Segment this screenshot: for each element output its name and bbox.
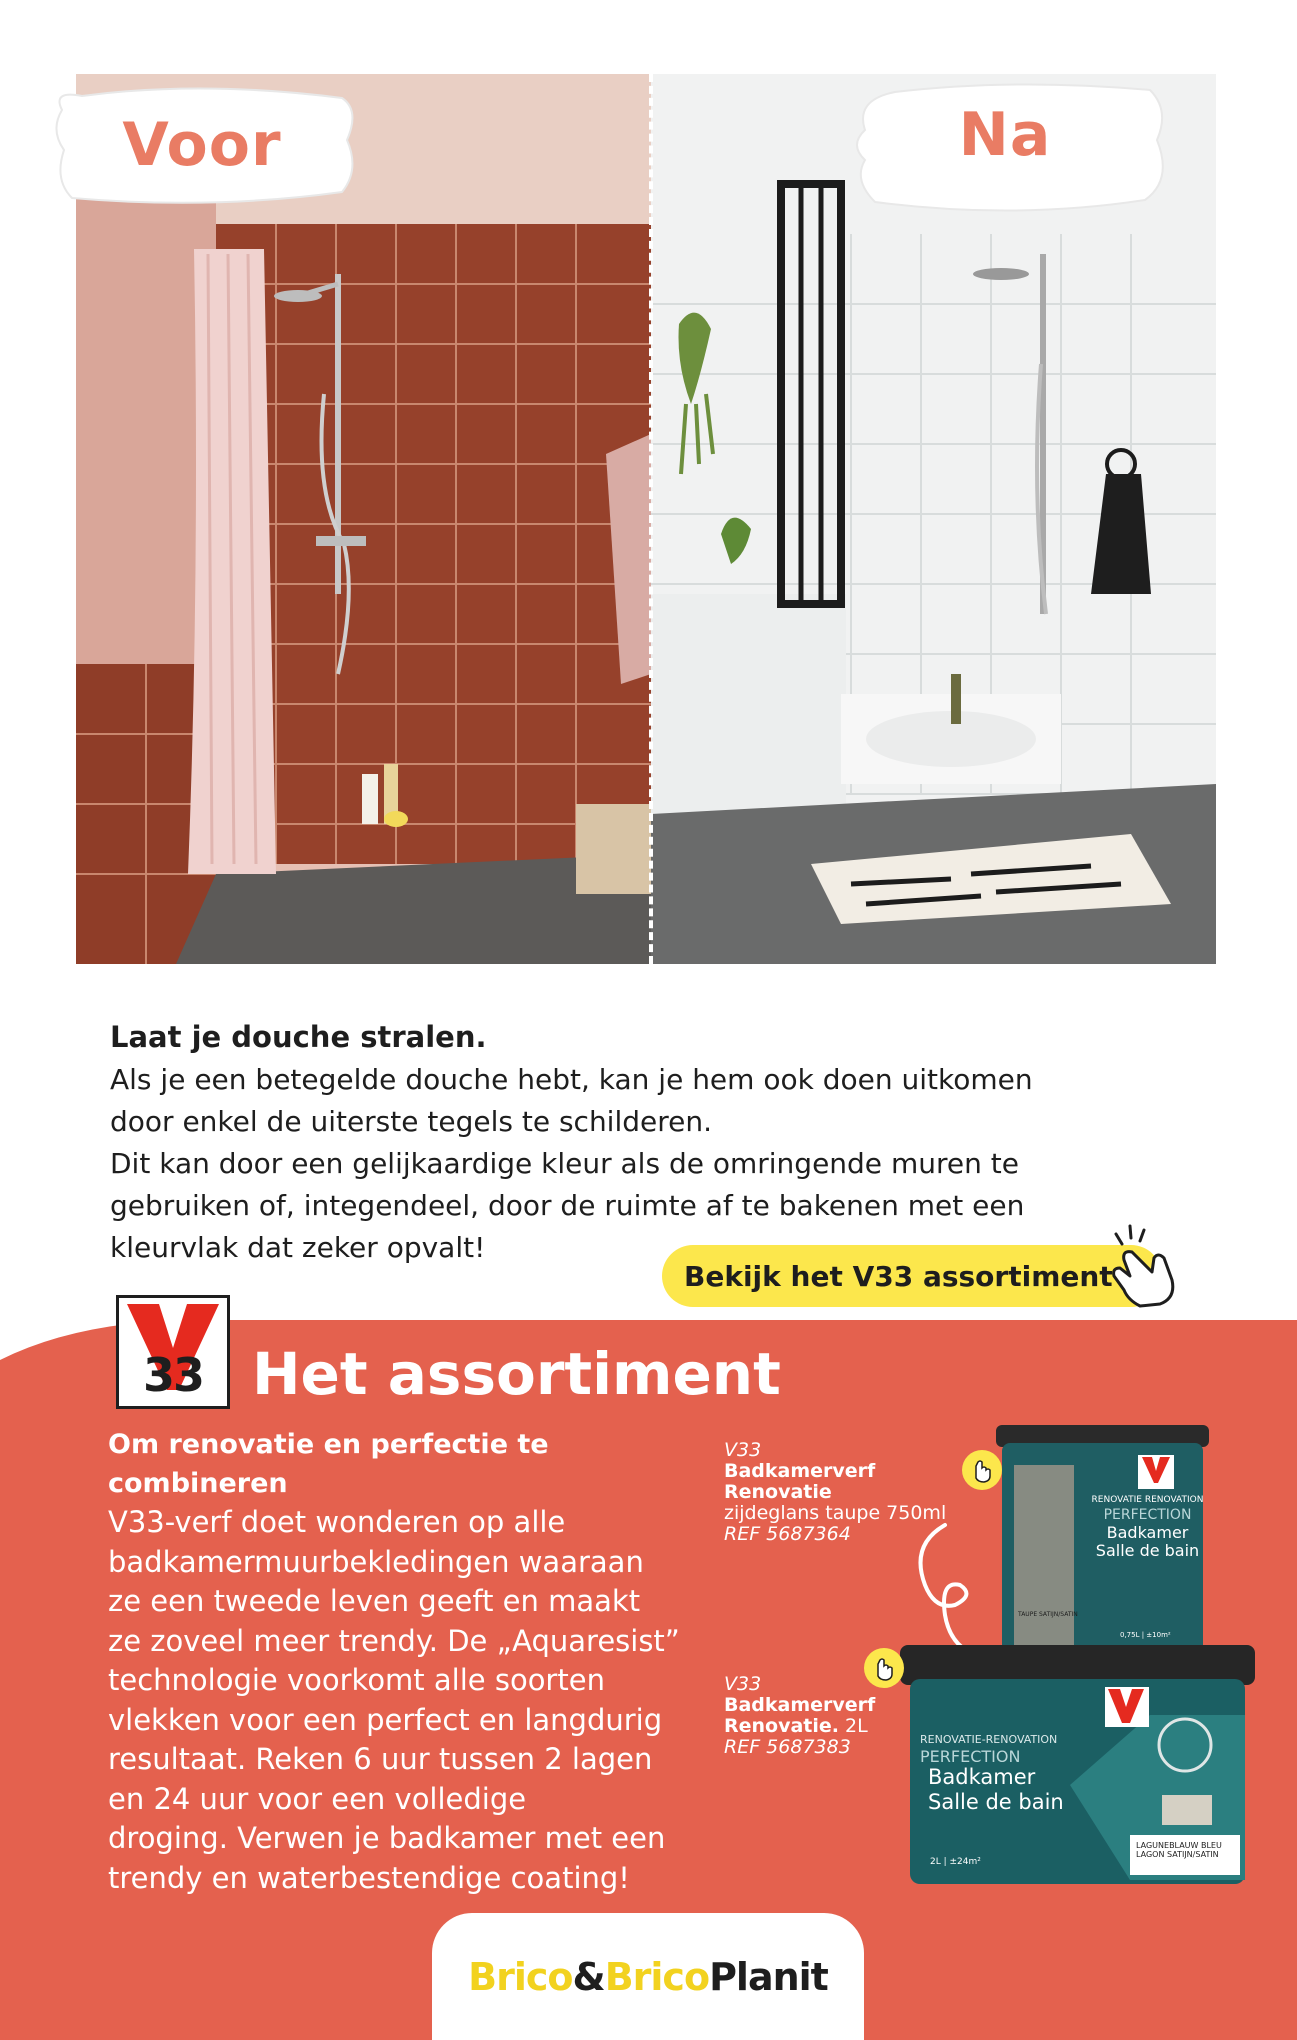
intro-text [110,1015,1170,1269]
body-line: resultaat. Reken 6 uur tussen 2 lagen [108,1742,653,1776]
body-line: V33-verf doet wonderen op alle [108,1505,566,1539]
intro-line: kleurvlak dat zeker opvalt! [110,1231,486,1264]
tap-hand-icon[interactable] [960,1448,1004,1492]
body-line: en 24 uur voor een volledige [108,1781,527,1816]
product-name: Badkamerverf [724,1460,876,1482]
can-color-label: LAGUNEBLAUW BLEU LAGON SATIJN/SATIN [1136,1841,1222,1859]
v33-logo [116,1295,230,1409]
after-label-text: Na [958,100,1052,170]
can-volume: 0,75L | ±10m² [1120,1631,1171,1639]
brand-part: Brico [468,1954,573,1999]
pointing-hand-icon[interactable] [1100,1220,1192,1312]
footer-brand[interactable] [432,1913,864,2040]
product-can-large[interactable] [900,1645,1255,1890]
product-detail: 2L [839,1715,868,1737]
body-line: droging. Verwen je badkamer met een [108,1821,666,1855]
intro-heading: Laat je douche stralen. [110,1020,487,1054]
product-name: Renovatie. [724,1715,840,1737]
section-body [108,1425,708,1898]
section-subtitle: combineren [108,1468,288,1499]
section-title: Het assortiment [252,1340,781,1408]
can-label-line4: Salle de bain [928,1790,1064,1814]
before-after-divider [649,74,653,964]
product-ref: REF 5687364 [724,1523,851,1545]
intro-line: gebruiken of, integendeel, door de ruimte af te bakenen met een [110,1189,1025,1222]
can-volume: 2L | ±24m² [930,1857,981,1867]
can-label-line1: RENOVATIE RENOVATION [1091,1495,1204,1505]
body-line: ze zoveel meer trendy. De „Aquaresist” [108,1623,680,1658]
product-brand: V33 [724,1673,762,1695]
before-label-text: Voor [122,110,282,180]
before-label [42,70,362,220]
section-subtitle: Om renovatie en perfectie te [108,1429,549,1460]
intro-line: door enkel de uiterste tegels te schilderen. [110,1105,713,1138]
can-label-line3: Badkamer [928,1765,1036,1789]
product-can-small[interactable] [990,1425,1215,1660]
product-detail: zijdeglans taupe 750ml [724,1502,947,1524]
brand-amp: & [572,1954,605,1999]
v33-logo-number: 33 [142,1348,203,1402]
product-name: Badkamerverf [724,1694,876,1716]
can-color-label: TAUPE SATIJN/SATIN [1018,1611,1078,1618]
brand-logo [468,1955,828,1999]
product-ref: REF 5687383 [724,1736,851,1758]
body-line: vlekken voor een perfect en langdurig [108,1702,663,1737]
body-line: trendy en waterbestendige coating! [108,1860,630,1895]
product-brand: V33 [724,1439,762,1461]
can-label-line4: Salle de bain [1095,1541,1200,1560]
brand-part: Brico [604,1954,710,1999]
after-label [835,70,1175,220]
v33-assortment-button[interactable]: Bekijk het V33 assortiment [662,1245,1162,1307]
can-label-line2: PERFECTION [920,1747,1021,1766]
body-line: ze een tweede leven geeft en maakt [108,1584,641,1618]
can-label-line1: RENOVATIE-RENOVATION [920,1733,1058,1746]
can-label-line3: Badkamer [1106,1523,1189,1542]
brand-part: Planit [709,1954,828,1999]
tap-hand-icon[interactable] [862,1646,906,1690]
intro-line: Dit kan door een gelijkaardige kleur als de omringende muren te [110,1147,1019,1180]
intro-line: Als je een betegelde douche hebt, kan je hem ook doen uitkomen [110,1063,1033,1096]
body-line: technologie voorkomt alle soorten [108,1663,605,1697]
connector-line [905,1515,995,1665]
product-name: Renovatie [724,1481,832,1503]
body-line: badkamermuurbekledingen waaraan [108,1544,644,1579]
can-label-line2: PERFECTION [1103,1507,1192,1523]
